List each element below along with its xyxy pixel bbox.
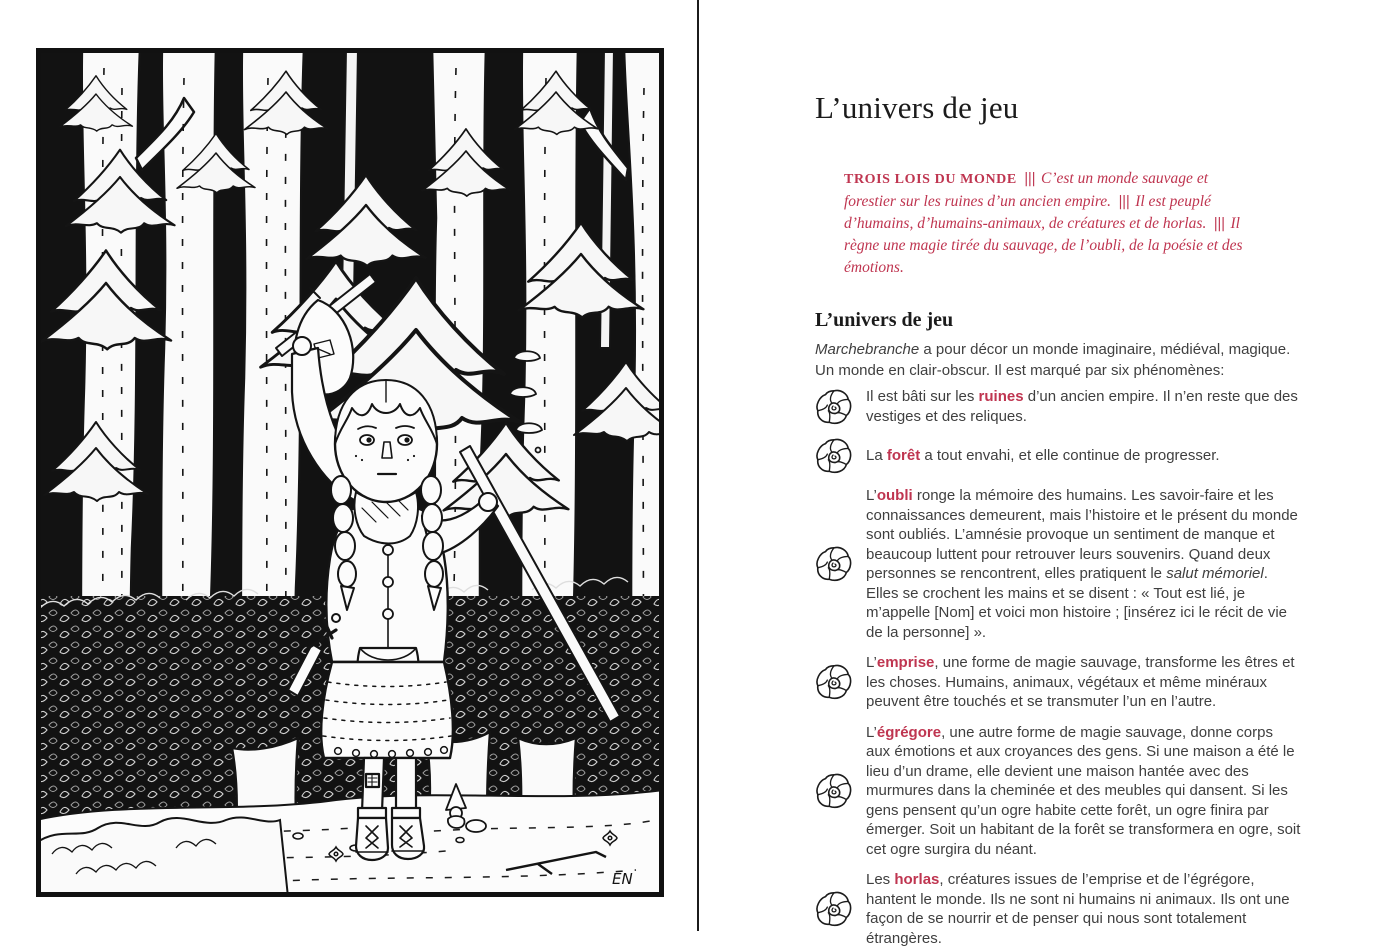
phenomenon-text: L’égrégore, une autre forme de magie sauvage, donne corps aux émotions et aux croyances des gens. Si une maison a été le lieu d’un drame, elle devient une maison hantée avec des murmures dans la cheminée et des meubles qui dansent. Si les gens pensent qu’un ogre habite cette forêt, un ogre finira par émerger. Soit un habitant de la forêt se transformera en ogre, soit cet ogre surgira du néant.	[866, 723, 1301, 858]
artist-signature: EN	[612, 870, 633, 888]
section-heading: L’univers de jeu	[815, 309, 954, 331]
three-laws-label: TROIS LOIS DU MONDE	[844, 172, 1017, 187]
phenomenon-text: L’oubli ronge la mémoire des humains. Les savoir-faire et les connaissances demeurent, mais l’histoire et le présent du monde sont oubliés. L’amnésie provoque un sentiment de manque et beaucoup luttent pour retrouver leurs souvenirs. Quand deux personnes se rencontrent, elles pratiquent le salut mémoriel. Elles se crochent les mains et se disent : « Tout est lié, je m’appelle [Nom] et voici mon histoire ; [insérez ici le récit de vie de la personne] ».	[866, 487, 1298, 641]
game-name: Marchebranche	[815, 341, 920, 358]
rose-icon	[815, 388, 853, 426]
triple-bar-separator: |||	[1023, 171, 1035, 187]
rose-icon	[815, 890, 853, 928]
phenomena-list	[815, 387, 1301, 948]
rose-icon	[815, 772, 853, 810]
phenomenon-item	[815, 653, 1301, 712]
page-title: L’univers de jeu	[815, 90, 1019, 125]
phenomenon-item	[815, 870, 1301, 948]
phenomenon-text: La forêt a tout envahi, et elle continue de progresser.	[866, 447, 1220, 465]
phenomenon-text: Il est bâti sur les ruines d’un ancien empire. Il n’en reste que des vestiges et des reliques.	[866, 388, 1298, 425]
intro-text: a pour décor un monde imaginaire, médiéval, magique. Un monde en clair-obscur. Il est marqué par six phénomènes:	[815, 341, 1291, 379]
phenomenon-text: L’emprise, une forme de magie sauvage, transforme les êtres et les choses. Humains, animaux, végétaux et même minéraux peuvent être touchés et se transmuter l’un en l’autre.	[866, 654, 1295, 710]
left-page	[0, 0, 697, 931]
forest-illustration	[36, 48, 664, 897]
triple-bar-separator: |||	[1213, 216, 1225, 232]
three-laws-callout	[844, 168, 1256, 279]
law-text: C’est un monde sauvage et forestier sur les ruines d’un ancien empire.	[844, 170, 1209, 210]
phenomenon-item	[815, 437, 1301, 475]
triple-bar-separator: |||	[1118, 194, 1130, 210]
intro-paragraph	[815, 339, 1301, 381]
rose-icon	[815, 545, 853, 583]
phenomenon-item	[815, 486, 1301, 642]
phenomenon-item	[815, 387, 1301, 426]
rose-icon	[815, 437, 853, 475]
rose-icon	[815, 663, 853, 701]
law-text: Il est peuplé d’humains, d’humains-animaux, de créatures et de horlas.	[844, 193, 1211, 232]
right-page	[699, 0, 1400, 947]
law-text: Il règne une magie tirée du sauvage, de l’oubli, de la poésie et des émotions.	[844, 215, 1243, 276]
phenomenon-item	[815, 723, 1301, 860]
phenomenon-text: Les horlas, créatures issues de l’emprise et de l’égrégore, hantent le monde. Ils ne sont ni humains ni animaux. Ils ont une façon de se nourrir et de penser qui nous sont totalement étrangères.	[866, 871, 1290, 947]
